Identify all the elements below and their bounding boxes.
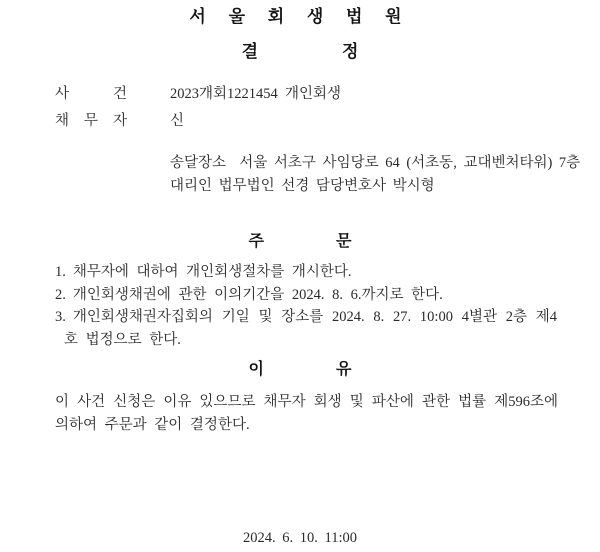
case-number-row — [55, 82, 341, 103]
decision-title-char: 정 — [342, 42, 359, 61]
decision-title-char: 결 — [241, 42, 258, 61]
order-item-number: 3. — [55, 309, 66, 325]
order-items-list — [55, 261, 557, 351]
order-section-title — [0, 228, 600, 251]
debtor-row — [55, 109, 184, 130]
decision-datetime: 2024. 6. 10. 11:00 — [243, 530, 357, 546]
order-item-1 — [55, 261, 557, 284]
debtor-label: 채 무 자 — [55, 113, 127, 129]
service-address-line: 송달장소 서울 서초구 사임당로 64 (서초동, 교대벤처타워) 7층 — [170, 155, 581, 171]
reason-paragraph: 이 사건 신청은 이유 있으므로 채무자 회생 및 파산에 관한 법률 제596조에 의하여 주문과 같이 결정한다. — [55, 394, 558, 433]
reason-title-char: 이 — [248, 361, 264, 378]
order-item-text: 개인회생채권자집회의 기일 및 장소를 2024. 8. 27. 10:00 4별관 2층 제4호 법정으로 한다. — [64, 309, 557, 348]
service-info-block — [170, 152, 584, 198]
order-item-2 — [55, 284, 557, 307]
order-item-number: 1. — [55, 264, 66, 280]
court-name-title: 서 울 회 생 법 원 — [189, 7, 411, 26]
debtor-name-value: 신 — [170, 113, 185, 129]
case-number-value: 2023개회1221454 개인회생 — [170, 86, 342, 102]
reason-section-title — [0, 356, 600, 379]
case-label: 사 건 — [55, 86, 127, 102]
decision-title — [0, 37, 600, 62]
order-item-text: 채무자에 대하여 개인회생절차를 개시한다. — [72, 264, 352, 280]
attorney-line: 대리인 법무법인 선경 담당변호사 박시형 — [170, 178, 435, 194]
order-title-char: 문 — [336, 233, 352, 250]
order-item-number: 2. — [55, 286, 66, 303]
reason-title-char: 유 — [336, 361, 352, 378]
order-item-3 — [55, 306, 557, 351]
order-title-char: 주 — [248, 233, 264, 250]
order-item-text: 개인회생채권에 관한 이의기간을 2024. 8. 6.까지로 한다. — [72, 286, 443, 303]
